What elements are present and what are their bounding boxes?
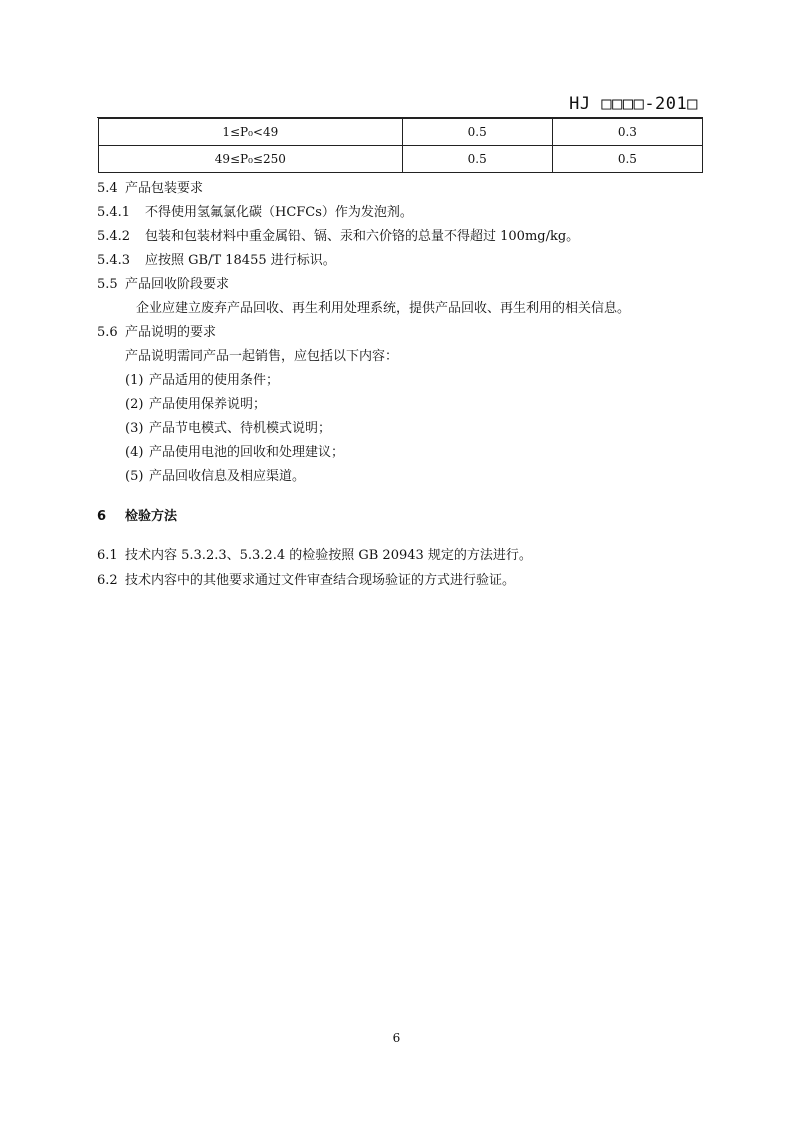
clause-6-1 xyxy=(97,548,532,564)
table-cell-value: 0.5 xyxy=(402,146,552,173)
limit-table xyxy=(98,118,703,173)
table-cell-value: 0.3 xyxy=(552,119,702,146)
list-number: (5) xyxy=(125,469,144,484)
clause-6-2 xyxy=(97,573,515,589)
clause-5-4-3 xyxy=(97,253,336,269)
list-item xyxy=(125,445,344,461)
clause-number: 6.1 xyxy=(97,548,118,563)
list-item xyxy=(125,373,279,389)
page-number: 6 xyxy=(392,1031,401,1045)
table-row xyxy=(99,119,703,146)
clause-text: 不得使用氢氟氯化碳（HCFCs）作为发泡剂。 xyxy=(145,205,413,220)
list-number: (1) xyxy=(125,373,144,388)
chapter-heading-6 xyxy=(97,509,177,525)
chapter-title: 检验方法 xyxy=(125,509,178,524)
list-text: 产品使用保养说明； xyxy=(149,397,267,412)
section-number: 5.4 xyxy=(97,181,118,196)
clause-number: 5.4.3 xyxy=(97,253,131,268)
section-number: 5.6 xyxy=(97,325,118,340)
clause-number: 5.4.2 xyxy=(97,229,131,244)
list-item xyxy=(125,469,305,485)
list-number: (2) xyxy=(125,397,144,412)
section-number: 5.5 xyxy=(97,277,118,292)
section-heading-5-4 xyxy=(97,181,203,197)
clause-number: 5.4.1 xyxy=(97,205,131,220)
list-text: 产品适用的使用条件； xyxy=(149,373,280,388)
section-heading-5-6 xyxy=(97,325,216,341)
clause-text: 技术内容中的其他要求通过文件审查结合现场验证的方式进行验证。 xyxy=(125,573,516,588)
list-text: 产品使用电池的回收和处理建议； xyxy=(149,445,345,460)
section-title: 产品包装要求 xyxy=(125,181,204,196)
section-title: 产品回收阶段要求 xyxy=(125,277,230,292)
table-row xyxy=(99,146,703,173)
list-number: (4) xyxy=(125,445,144,460)
clause-text: 应按照 GB/T 18455 进行标识。 xyxy=(145,253,336,268)
clause-number: 6.2 xyxy=(97,573,118,588)
document-code: HJ □□□□-201□ xyxy=(569,94,698,114)
list-item xyxy=(125,421,331,437)
table-cell-value: 0.5 xyxy=(402,119,552,146)
table-cell-value: 0.5 xyxy=(552,146,702,173)
list-number: (3) xyxy=(125,421,144,436)
table-cell-range: 1≤P₀<49 xyxy=(99,119,403,146)
list-item xyxy=(125,397,266,413)
paragraph: 产品说明需同产品一起销售，应包括以下内容： xyxy=(125,349,399,364)
section-title: 产品说明的要求 xyxy=(125,325,217,340)
clause-text: 技术内容 5.3.2.3、5.3.2.4 的检验按照 GB 20943 规定的方法进行。 xyxy=(125,548,532,563)
clause-5-4-1 xyxy=(97,205,413,221)
section-heading-5-5 xyxy=(97,277,229,293)
list-text: 产品节电模式、待机模式说明； xyxy=(149,421,332,436)
paragraph: 企业应建立废弃产品回收、再生利用处理系统，提供产品回收、再生利用的相关信息。 xyxy=(136,301,631,316)
clause-5-4-2 xyxy=(97,229,579,245)
table-cell-range: 49≤P₀≤250 xyxy=(99,146,403,173)
chapter-number: 6 xyxy=(97,509,107,524)
list-text: 产品回收信息及相应渠道。 xyxy=(149,469,306,484)
clause-text: 包装和包装材料中重金属铅、镉、汞和六价铬的总量不得超过 100mg/kg。 xyxy=(145,229,580,244)
